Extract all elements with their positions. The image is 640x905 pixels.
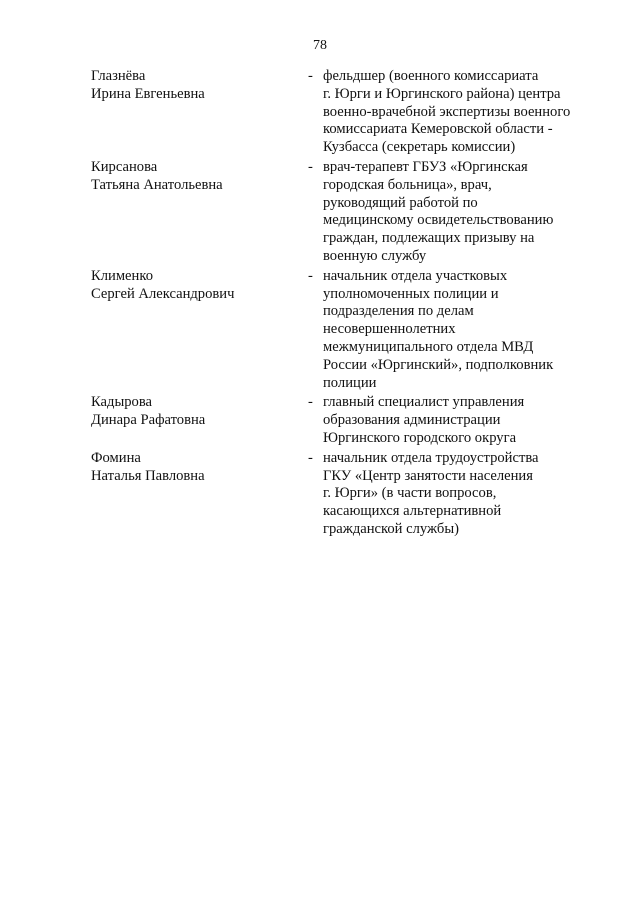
member-name — [91, 68, 301, 104]
member-name — [91, 450, 301, 486]
member-entry — [91, 68, 591, 157]
position-line: образования администрации — [323, 412, 501, 429]
position-line: фельдшер (военного комиссариата — [323, 68, 539, 84]
position-line: несовершеннолетних — [323, 321, 456, 338]
member-given-names: Наталья Павловна — [91, 467, 205, 484]
member-dash: - — [308, 158, 313, 175]
position-line: г. Юрги и Юргинского района) центра — [323, 85, 561, 102]
member-dash: - — [308, 68, 313, 84]
member-surname: Фомина — [91, 449, 141, 466]
position-line: Кузбасса (секретарь комиссии) — [323, 139, 516, 156]
position-line: касающихся альтернативной — [323, 503, 502, 520]
position-line: начальник отдела трудоустройства — [323, 449, 539, 466]
page-number: 78 — [313, 38, 327, 53]
member-given-names: Сергей Александрович — [91, 285, 235, 302]
member-entry — [91, 394, 591, 447]
member-position — [323, 394, 593, 447]
member-surname: Кирсанова — [91, 158, 158, 175]
member-position — [323, 450, 593, 539]
commission-member-list — [91, 68, 591, 539]
position-line: военно-врачебной экспертизы военного — [323, 103, 571, 120]
member-position — [323, 159, 593, 266]
member-given-names: Татьяна Анатольевна — [91, 176, 223, 193]
position-line: руководящий работой по — [323, 194, 478, 211]
member-given-names: Ирина Евгеньевна — [91, 85, 205, 102]
position-line: главный специалист управления — [323, 394, 525, 411]
member-dash: - — [308, 394, 313, 411]
position-line: комиссариата Кемеровской области - — [323, 121, 553, 138]
member-entry — [91, 268, 591, 393]
member-position — [323, 268, 593, 393]
member-position — [323, 68, 593, 157]
position-line: г. Юрги» (в части вопросов, — [323, 485, 497, 502]
position-line: ГКУ «Центр занятости населения — [323, 467, 533, 484]
member-name — [91, 159, 301, 195]
position-line: гражданской службы) — [323, 520, 459, 537]
position-line: полиции — [323, 374, 377, 391]
member-dash: - — [308, 449, 313, 466]
position-line: врач-терапевт ГБУЗ «Юргинская — [323, 158, 528, 175]
member-entry — [91, 159, 591, 266]
position-line: городская больница», врач, — [323, 176, 492, 193]
member-surname: Клименко — [91, 267, 153, 284]
member-given-names: Динара Рафатовна — [91, 412, 206, 429]
position-line: уполномоченных полиции и — [323, 285, 499, 302]
member-name — [91, 268, 301, 304]
position-line: начальник отдела участковых — [323, 267, 508, 284]
position-line: граждан, подлежащих призыву на — [323, 230, 535, 247]
position-line: России «Юргинский», подполковник — [323, 356, 554, 373]
position-line: Юргинского городского округа — [323, 429, 517, 446]
member-surname: Глазнёва — [91, 68, 146, 84]
position-line: военную службу — [323, 247, 427, 264]
position-line: межмуниципального отдела МВД — [323, 338, 534, 355]
member-dash: - — [308, 267, 313, 284]
member-name — [91, 394, 301, 430]
member-entry — [91, 450, 591, 539]
position-line: подразделения по делам — [323, 303, 474, 320]
member-surname: Кадырова — [91, 394, 153, 411]
position-line: медицинскому освидетельствованию — [323, 212, 554, 229]
